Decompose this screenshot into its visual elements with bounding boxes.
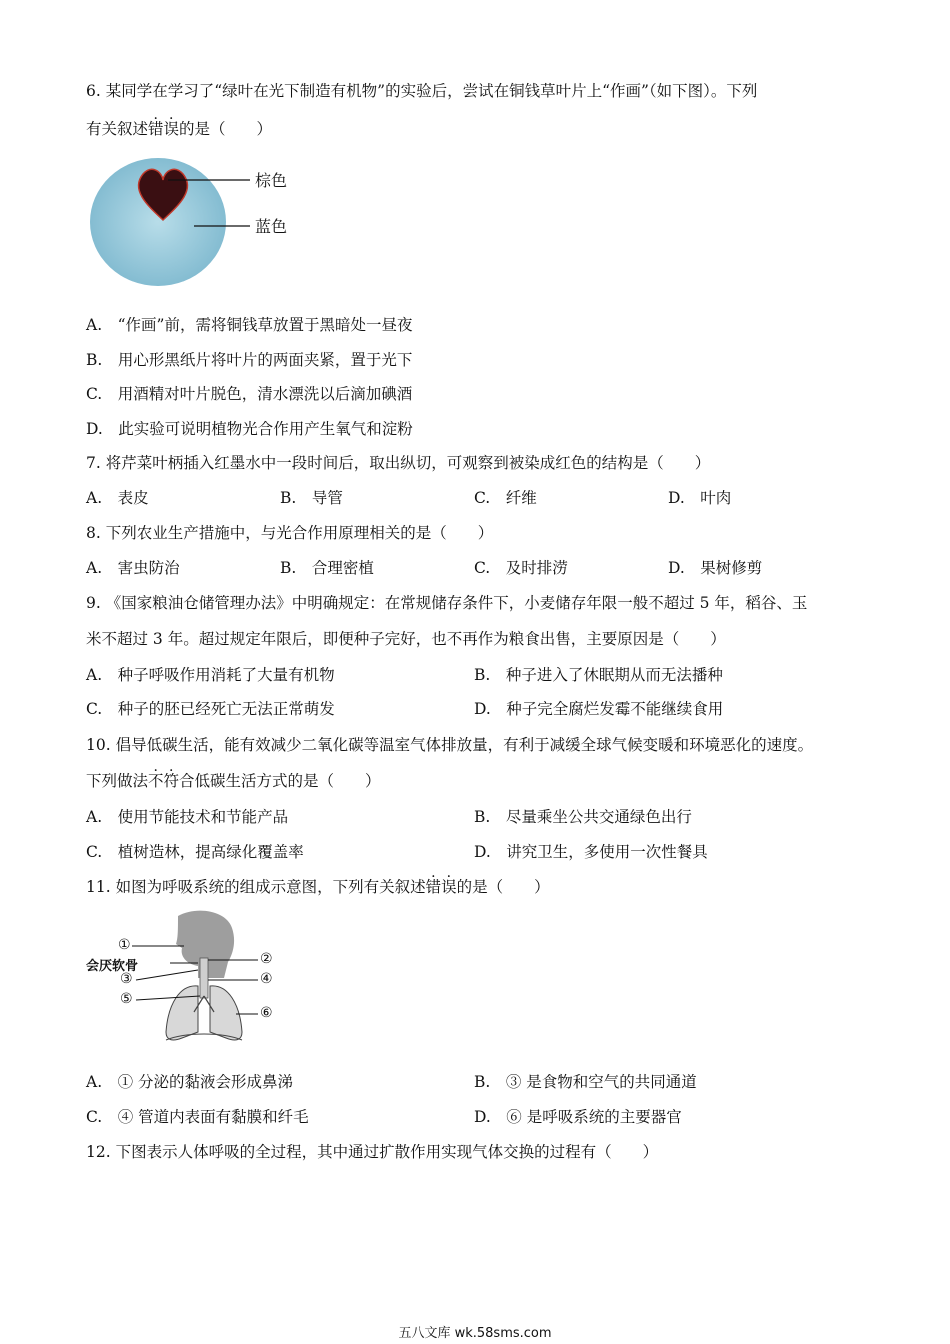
q11-option-c: C. ④ 管道内表面有黏膜和纤毛 <box>86 1108 309 1126</box>
label-brown: 棕色 <box>255 171 288 190</box>
q8-option-a: A. 害虫防治 <box>86 559 180 577</box>
label-5: ⑤ <box>120 991 133 1007</box>
q11-option-a: A. ① 分泌的黏液会形成鼻涕 <box>86 1073 294 1091</box>
q9-stem-line2: 米不超过 3 年。超过规定年限后，即便种子完好，也不再作为粮食出售，主要原因是（ ） <box>86 630 726 648</box>
label-2: ② <box>260 951 273 967</box>
q10-stem-line1: 10. 倡导低碳生活，能有效减少二氧化碳等温室气体排放量，有利于减缓全球气候变暖和环境恶化的速度。 <box>86 736 814 754</box>
label-epiglottis: 会厌软骨 <box>86 959 139 974</box>
q6-option-c: C. 用酒精对叶片脱色，清水漂洗以后滴加碘酒 <box>86 385 413 403</box>
q11-option-b: B. ③ 是食物和空气的共同通道 <box>474 1073 697 1091</box>
q10-stem-line2: 下列做法不符合低碳生活方式的是（ ） <box>86 772 381 790</box>
q8-option-d: D. 果树修剪 <box>668 559 763 577</box>
respiratory-image <box>86 908 286 1048</box>
respiratory-figure <box>86 908 286 1048</box>
q8-option-c: C. 及时排涝 <box>474 559 568 577</box>
q11-option-d: D. ⑥ 是呼吸系统的主要器官 <box>474 1108 682 1126</box>
leader-3 <box>136 970 198 980</box>
trachea <box>200 958 208 998</box>
q11-stem: 11. 如图为呼吸系统的组成示意图，下列有关叙述错误的是（ ） <box>86 878 550 896</box>
right-lung <box>210 986 242 1040</box>
q7-option-b: B. 导管 <box>280 489 343 507</box>
q6-option-d: D. 此实验可说明植物光合作用产生氧气和淀粉 <box>86 420 413 438</box>
label-blue: 蓝色 <box>255 217 288 236</box>
q9-option-a: A. 种子呼吸作用消耗了大量有机物 <box>86 666 335 684</box>
leaf-figure <box>88 150 318 290</box>
q7-option-a: A. 表皮 <box>86 489 149 507</box>
q10-option-a: A. 使用节能技术和节能产品 <box>86 808 289 826</box>
q7-option-c: C. 纤维 <box>474 489 537 507</box>
left-lung <box>166 986 198 1040</box>
q12-stem: 12. 下图表示人体呼吸的全过程，其中通过扩散作用实现气体交换的过程有（ ） <box>86 1143 659 1161</box>
q6-stem-line1: 6. 某同学在学习了“绿叶在光下制造有机物”的实验后，尝试在铜钱草叶片上“作画”（如下图）。下列 <box>86 82 758 100</box>
q6-option-a: A. “作画”前，需将铜钱草放置于黑暗处一昼夜 <box>86 316 413 334</box>
q7-stem: 7. 将芹菜叶柄插入红墨水中一段时间后，取出纵切，可观察到被染成红色的结构是（ ） <box>86 454 711 472</box>
label-4: ④ <box>260 971 273 987</box>
footer-watermark: 五八文库 wk.58sms.com <box>398 1326 552 1341</box>
q6-option-b: B. 用心形黑纸片将叶片的两面夹紧，置于光下 <box>86 351 413 369</box>
q9-option-b: B. 种子进入了休眠期从而无法播种 <box>474 666 723 684</box>
q10-option-c: C. 植树造林，提高绿化覆盖率 <box>86 843 304 861</box>
q10-option-d: D. 讲究卫生，多使用一次性餐具 <box>474 843 708 861</box>
q9-option-d: D. 种子完全腐烂发霉不能继续食用 <box>474 700 724 718</box>
q9-stem-line1: 9. 《国家粮油仓储管理办法》中明确规定：在常规储存条件下，小麦储存年限一般不超过 5 年，稻谷、玉 <box>86 594 808 612</box>
q8-stem: 8. 下列农业生产措施中，与光合作用原理相关的是（ ） <box>86 524 494 542</box>
q6-stem-line2: 有关叙述错误的是（ ） <box>86 120 273 138</box>
label-6: ⑥ <box>260 1005 273 1021</box>
label-1: ① <box>118 937 131 953</box>
q10-option-b: B. 尽量乘坐公共交通绿色出行 <box>474 808 692 826</box>
q8-option-b: B. 合理密植 <box>280 559 374 577</box>
label-3: ③ <box>120 971 133 987</box>
q7-option-d: D. 叶肉 <box>668 489 732 507</box>
q9-option-c: C. 种子的胚已经死亡无法正常萌发 <box>86 700 335 718</box>
